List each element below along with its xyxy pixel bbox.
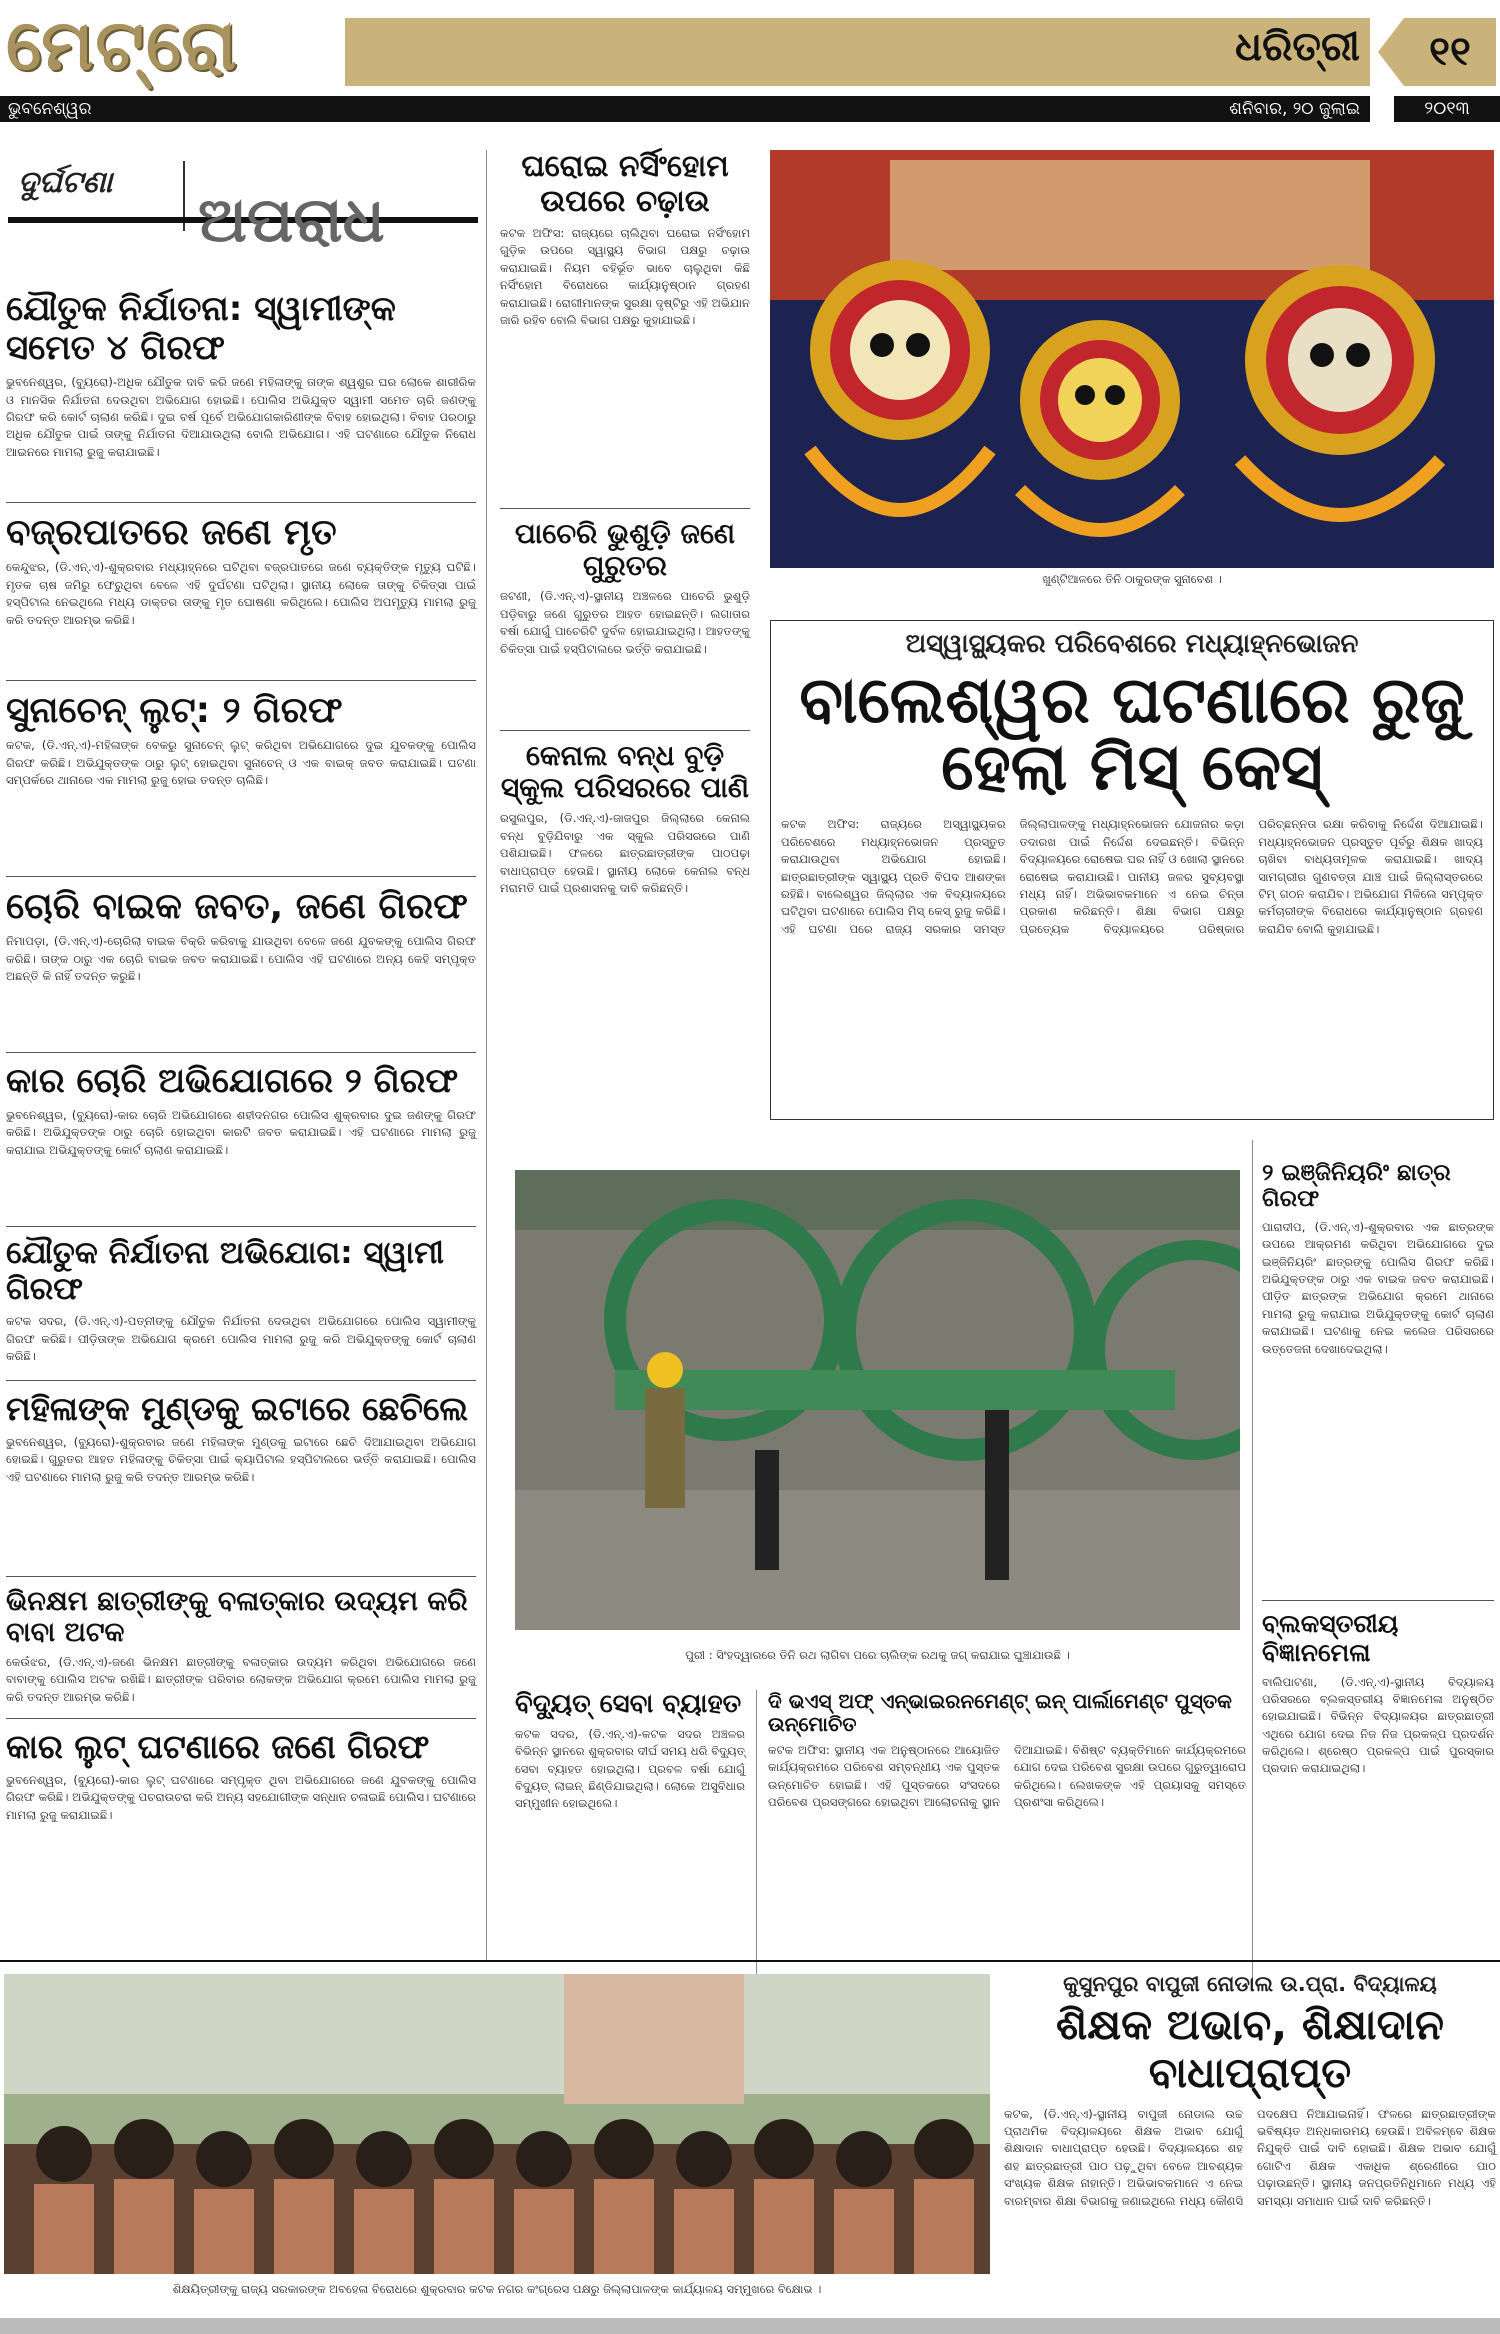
protest-illustration	[4, 1974, 990, 2274]
divider	[6, 1226, 476, 1227]
section-tag-small: ଦୁର୍ଘଟଣା	[18, 165, 113, 200]
column-rule	[1252, 1140, 1253, 1990]
article-body: କଟକ ସଦର, (ଡି.ଏନ୍.ଏ)-ପତ୍ନୀଙ୍କୁ ଯୌତୁକ ନିର୍ଯାତନା ଦେଉଥିବା ଅଭିଯୋଗରେ ପୋଲିସ ସ୍ୱାମୀଙ୍କୁ ଗିରଫ କରିଛି। ପୀଡ଼ିତାଙ୍କ ଅଭିଯୋଗ କ୍ରମେ ପୋଲିସ ମାମଲା ରୁଜୁ କରି ଅଭିଯୁକ୍ତଙ୍କୁ କୋର୍ଟ ଚାଲାଣ କରିଛି।	[6, 1314, 476, 1364]
article-headline: କାର ଚୋରି ଅଭିଯୋଗରେ ୨ ଗିରଫ	[6, 1061, 459, 1101]
page-number-box	[1378, 18, 1496, 86]
rath-photo-caption: ପୁରୀ : ସିଂହଦ୍ୱାରରେ ତିନି ରଥ ଲାଗିବା ପରେ ଚାଲିଙ୍କ ରଥକୁ ଜଗ୍ କରାଯାଇ ଘୁଞ୍ଚାଯାଉଛି ।	[685, 1648, 1070, 1662]
article-body: ବାଲିପାଟଣା, (ଡି.ଏନ୍.ଏ)-ସ୍ଥାନୀୟ ବିଦ୍ୟାଳୟ ପରିସରରେ ବ୍ଲକସ୍ତରୀୟ ବିଜ୍ଞାନମେଳା ଅନୁଷ୍ଠିତ ହୋଇଯାଇଛି। ବିଭିନ୍ନ ବିଦ୍ୟାଳୟର ଛାତ୍ରଛାତ୍ରୀ ଏଥିରେ ଯୋଗ ଦେଇ ନିଜ ନିଜ ପ୍ରକଳ୍ପ ପ୍ରଦର୍ଶନ କରିଥିଲେ। ଶ୍ରେଷ୍ଠ ପ୍ରକଳ୍ପ ପାଇଁ ପୁରସ୍କାର ପ୍ରଦାନ କରାଯାଇଥିଲା।	[1262, 1674, 1494, 1776]
article-canal-flood	[500, 740, 750, 897]
article-teacher-shortage	[1004, 1972, 1496, 2326]
article-headline: ୨ ଇଞ୍ଜିନିୟରିଂ ଛାତ୍ର ଗିରଫ	[1262, 1160, 1451, 1213]
article-brick-attack	[6, 1390, 476, 1486]
article-body: କେନ୍ଦୁଝର, (ଡି.ଏନ୍.ଏ)-ଶୁକ୍ରବାର ମଧ୍ୟାହ୍ନରେ ଘଟିଥିବା ବଜ୍ରପାତରେ ଜଣେ ବ୍ୟକ୍ତିଙ୍କ ମୃତ୍ୟୁ ଘଟିଛି। ମୃତକ ଚାଷ ଜମିରୁ ଫେରୁଥିବା ବେଳେ ଏହି ଦୁର୍ଘଟଣା ଘଟିଥିଲା। ସ୍ଥାନୀୟ ଲୋକେ ତାଙ୍କୁ ଚିକିତ୍ସା ପାଇଁ ହସ୍ପିଟାଲ ନେଇଥିଲେ ମଧ୍ୟ ଡାକ୍ତର ତାଙ୍କୁ ମୃତ ଘୋଷଣା କରିଥିଲେ। ପୋଲିସ ଅପମୃତ୍ୟୁ ମାମଲା ରୁଜୁ କରି ତଦନ୍ତ ଆରମ୍ଭ କରିଛି।	[6, 560, 476, 627]
deities-photo	[770, 150, 1494, 568]
page-number: ୧୧	[1404, 18, 1496, 86]
article-body: ଭୁବନେଶ୍ୱର, (ବ୍ୟୁରୋ)-କାର ଲୁଟ୍ ଘଟଣାରେ ସମ୍ପୃକ୍ତ ଥିବା ଅଭିଯୋଗରେ ଜଣେ ଯୁବକଙ୍କୁ ପୋଲିସ ଗିରଫ କରିଛି। ଅଭିଯୁକ୍ତଙ୍କୁ ପଚରାଉଚରା କରି ଅନ୍ୟ ସହଯୋଗୀଙ୍କ ସନ୍ଧାନ ଚଳାଇଛି ପୋଲିସ। ଘଟଣାରେ ମାମଲା ରୁଜୁ କରାଯାଇଛି।	[6, 1772, 476, 1822]
article-stolen-bike	[6, 886, 476, 986]
section-tag	[8, 155, 478, 275]
divider	[6, 1052, 476, 1053]
page-arrow-icon	[1378, 18, 1404, 86]
rath-illustration	[515, 1170, 1240, 1630]
article-body: ଭୁବନେଶ୍ୱର, (ବ୍ୟୁରୋ)-ଅଧିକ ଯୌତୁକ ଦାବି କରି ଜଣେ ମହିଳାଙ୍କୁ ତାଙ୍କ ଶ୍ୱଶୁର ଘର ଲୋକେ ଶାରୀରିକ ଓ ମାନସିକ ନିର୍ଯାତନା ଦେଉଥିବା ଅଭିଯୋଗ ହୋଇଛି। ପୋଲିସ ଅଭିଯୁକ୍ତ ସ୍ୱାମୀ ସମେତ ଚାରି ଜଣଙ୍କୁ ଗିରଫ କରି କୋର୍ଟ ଚାଲାଣ କରିଛି। ଦୁଇ ବର୍ଷ ପୂର୍ବେ ଅଭିଯୋଗକାରିଣୀଙ୍କ ବିବାହ ହୋଇଥିଲା। ବିବାହ ପରଠାରୁ ଅଧିକ ଯୌତୁକ ପାଇଁ ତାଙ୍କୁ ନିର୍ଯାତନା ଦିଆଯାଉଥିଲା ବୋଲି ଅଭିଯୋଗ। ଏହି ଘଟଣାରେ ଯୌତୁକ ନିରୋଧ ଆଇନରେ ମାମଲା ରୁଜୁ କରାଯାଇଛି।	[6, 375, 476, 459]
column-rule	[486, 150, 487, 1960]
article-headline: ଦି ଭଏସ୍ ଅଫ୍ ଏନ୍ଭାଇରନମେଣ୍ଟ୍ ଇନ୍ ପାର୍ଲାମେଣ୍ଟ ପୁସ୍ତକ ଉନ୍ମୋଚିତ	[768, 1689, 1232, 1736]
article-headline: ବ୍ଲକସ୍ତରୀୟ ବିଜ୍ଞାନମେଳା	[1262, 1609, 1399, 1667]
article-body: ରସୁଲପୁର, (ଡି.ଏନ୍.ଏ)-ଜାଜପୁର ଜିଲ୍ଲାରେ କେନାଲ ବନ୍ଧ ବୁଡ଼ିଯିବାରୁ ଏକ ସ୍କୁଲ ପରିସରରେ ପାଣି ପଶିଯାଇଛି। ଫଳରେ ଛାତ୍ରଛାତ୍ରୀଙ୍କ ପାଠପଢ଼ା ବାଧାପ୍ରାପ୍ତ ହେଉଛି। ସ୍ଥାନୀୟ ଲୋକେ କେନାଲ ବନ୍ଧ ମରାମତି ପାଇଁ ପ୍ରଶାସନକୁ ଦାବି କରିଛନ୍ତି।	[500, 811, 750, 895]
masthead	[0, 0, 1500, 122]
section-name: ଧରିତ୍ରୀ	[1235, 24, 1360, 70]
dateline-year: ୨୦୧୩	[1394, 96, 1500, 122]
article-chain-snatching	[6, 690, 476, 790]
deities-illustration	[770, 150, 1494, 568]
article-nursing-home-raid	[500, 150, 750, 329]
article-baba-detained	[6, 1586, 476, 1706]
article-body: କେଉଁଝର, (ଡି.ଏନ୍.ଏ)-ଜଣେ ଭିନକ୍ଷମ ଛାତ୍ରୀଙ୍କୁ ବଳାତ୍କାର ଉଦ୍ୟମ କରିଥିବା ଅଭିଯୋଗରେ ଜଣେ ବାବାଙ୍କୁ ପୋଲିସ ଅଟକ ରଖିଛି। ଛାତ୍ରୀଙ୍କ ପରିବାର ଲୋକଙ୍କ ଅଭିଯୋଗ କ୍ରମେ ପୋଲିସ ମାମଲା ରୁଜୁ କରି ତଦନ୍ତ ଆରମ୍ଭ କରିଛି।	[6, 1655, 476, 1704]
feature-kicker: ଅସ୍ୱାସ୍ଥ୍ୟକର ପରିବେଶରେ ମଧ୍ୟାହ୍ନଭୋଜନ	[905, 629, 1359, 659]
article-lightning-death	[6, 512, 476, 629]
divider	[6, 1380, 476, 1381]
article-headline: ବିଦ୍ୟୁତ୍ ସେବା ବ୍ୟାହତ	[515, 1689, 742, 1719]
article-body: ଭୁବନେଶ୍ୱର, (ବ୍ୟୁରୋ)-ଶୁକ୍ରବାର ଜଣେ ମହିଳାଙ୍କ ମୁଣ୍ଡକୁ ଇଟାରେ ଛେଚି ଦିଆଯାଇଥିବା ଅଭିଯୋଗ ହୋଇଛି। ଗୁରୁତର ଆହତ ମହିଳାଙ୍କୁ ଚିକିତ୍ସା ପାଇଁ କ୍ୟାପିଟାଲ ହସ୍ପିଟାଲରେ ଭର୍ତ୍ତି କରାଯାଇଛି। ପୋଲିସ ଏହି ଘଟଣାରେ ମାମଲା ରୁଜୁ କରି ତଦନ୍ତ ଆରମ୍ଭ କରିଛି।	[6, 1434, 476, 1484]
section-tag-big: ଅପରାଧ	[198, 183, 385, 256]
article-headline: ଭିନକ୍ଷମ ଛାତ୍ରୀଙ୍କୁ ବଳାତ୍କାର ଉଦ୍ୟମ କରି ବାବା ଅଟକ	[6, 1586, 468, 1649]
article-car-theft	[6, 1062, 476, 1159]
article-kicker: କୁସୁନପୁର ବାପୁଜୀ ନୋଡାଲ ଉ.ପ୍ରା. ବିଦ୍ୟାଳୟ	[1063, 1972, 1437, 1996]
article-engineering-students	[1262, 1160, 1494, 1358]
divider	[6, 680, 476, 681]
article-headline: ମହିଳାଙ୍କ ମୁଣ୍ଡକୁ ଇଟାରେ ଛେଚିଲେ	[6, 1389, 469, 1428]
article-body: ନିମାପଡ଼ା, (ଡି.ଏନ୍.ଏ)-ଚୋରିଲା ବାଇକ ବିକ୍ରି କରିବାକୁ ଯାଉଥିବା ବେଳେ ଜଣେ ଯୁବକଙ୍କୁ ପୋଲିସ ଗିରଫ କରିଛି। ତାଙ୍କ ଠାରୁ ଏକ ଚୋରି ବାଇକ ଜବତ କରାଯାଇଛି। ପୋଲିସ ଏହି ଘଟଣାରେ ଅନ୍ୟ କେହି ସମ୍ପୃକ୍ତ ଅଛନ୍ତି କି ନାହିଁ ତଦନ୍ତ କରୁଛି।	[6, 934, 476, 984]
divider	[6, 502, 476, 503]
section-banner	[345, 18, 1370, 86]
dateline-bar	[0, 96, 1370, 122]
article-headline: ପାଚେରି ଭୁଶୁଡ଼ି ଜଣେ ଗୁରୁତର	[514, 517, 736, 583]
feature-headline: ବାଲେଶ୍ୱର ଘଟଣାରେ ରୁଜୁ ହେଲା ମିସ୍ କେସ୍	[799, 664, 1465, 806]
article-headline: ସୁନାଚେନ୍ ଲୁଟ୍: ୨ ଗିରଫ	[6, 690, 343, 731]
article-headline: ଯୌତୁକ ନିର୍ଯାତନା: ସ୍ୱାମୀଙ୍କ ସମେତ ୪ ଗିରଫ	[6, 289, 396, 369]
divider	[6, 876, 476, 877]
article-wall-collapse	[500, 518, 750, 658]
article-headline: କେନାଲ ବନ୍ଧ ବୁଡ଼ି ସ୍କୁଲ ପରିସରରେ ପାଣି	[500, 739, 750, 805]
article-headline: ଚୋରି ବାଇକ ଜବତ, ଜଣେ ଗିରଫ	[6, 886, 468, 927]
article-body: ଜଟଣୀ, (ଡି.ଏନ୍.ଏ)-ସ୍ଥାନୀୟ ଅଞ୍ଚଳରେ ପାଚେରି ଭୁଶୁଡ଼ି ପଡ଼ିବାରୁ ଜଣେ ଗୁରୁତର ଆହତ ହୋଇଛନ୍ତି। ଲଗାତାର ବର୍ଷା ଯୋଗୁଁ ପାଚେରିଟି ଦୁର୍ବଳ ହୋଇଯାଇଥିଲା। ଆହତଙ୍କୁ ଚିକିତ୍ସା ପାଇଁ ହସ୍ପିଟାଲରେ ଭର୍ତ୍ତି କରାଯାଇଛି।	[500, 589, 750, 656]
article-dowry-husband	[6, 1236, 476, 1365]
article-power-outage	[515, 1690, 745, 1813]
deities-photo-caption: ଖୁଣ୍ଟିଆଳରେ ତିନି ଠାକୁରଙ୍କ ସୁନାବେଶ ।	[1042, 572, 1222, 586]
article-car-loot	[6, 1728, 476, 1824]
feature-body: କଟକ ଅଫିସ: ରାଜ୍ୟରେ ଅସ୍ୱାସ୍ଥ୍ୟକର ପରିବେଶରେ ମଧ୍ୟାହ୍ନଭୋଜନ ପ୍ରସ୍ତୁତ କରାଯାଉଥିବା ଅଭିଯୋଗ ହୋଇଛି। ଛାତ୍ରଛାତ୍ରୀଙ୍କ ସ୍ୱାସ୍ଥ୍ୟ ପ୍ରତି ବିପଦ ଆଶଙ୍କା ରହିଛି। ବାଲେଶ୍ୱର ଜିଲ୍ଲାର ଏକ ବିଦ୍ୟାଳୟରେ ଘଟିଥିବା ଘଟଣାରେ ପୋଲିସ ମିସ୍ କେସ୍ ରୁଜୁ କରିଛି। ଏହି ଘଟଣା ପରେ ରାଜ୍ୟ ସରକାର ସମସ୍ତ ଜିଲ୍ଲାପାଳଙ୍କୁ ମଧ୍ୟାହ୍ନଭୋଜନ ଯୋଜନାର କଡ଼ା ତଦାରଖ ପାଇଁ ନିର୍ଦ୍ଦେଶ ଦେଇଛନ୍ତି। ବିଭିନ୍ନ ବିଦ୍ୟାଳୟରେ ରୋଷେଇ ଘର ନାହିଁ ଓ ଖୋଲା ସ୍ଥାନରେ ରୋଷେଇ କରାଯାଉଛି। ପାନୀୟ ଜଳର ସୁବ୍ୟବସ୍ଥା ମଧ୍ୟ ନାହିଁ। ଅଭିଭାବକମାନେ ଏ ନେଇ ଚିନ୍ତା ପ୍ରକାଶ କରିଛନ୍ତି। ଶିକ୍ଷା ବିଭାଗ ପକ୍ଷରୁ ପ୍ରତ୍ୟେକ ବିଦ୍ୟାଳୟରେ ପରିଷ୍କାର ପରିଚ୍ଛନ୍ନତା ରକ୍ଷା କରିବାକୁ ନିର୍ଦ୍ଦେଶ ଦିଆଯାଇଛି। ମଧ୍ୟାହ୍ନଭୋଜନ ପ୍ରସ୍ତୁତ ପୂର୍ବରୁ ଶିକ୍ଷକ ଖାଦ୍ୟ ଚାଖିବା ବାଧ୍ୟତାମୂଳକ କରାଯାଇଛି। ଖାଦ୍ୟ ସାମଗ୍ରୀର ଗୁଣବତ୍ତା ଯାଞ୍ଚ ପାଇଁ ଜିଲ୍ଲାସ୍ତରରେ ଟିମ୍ ଗଠନ କରାଯିବ। ଅଭିଯୋଗ ମିଳିଲେ ସମ୍ପୃକ୍ତ କର୍ମଚାରୀଙ୍କ ବିରୋଧରେ କାର୍ଯ୍ୟାନୁଷ୍ଠାନ ଗ୍ରହଣ କରାଯିବ ବୋଲି କୁହାଯାଇଛି।	[781, 817, 1483, 936]
article-headline: ଯୌତୁକ ନିର୍ଯାତନା ଅଭିଯୋଗ: ସ୍ୱାମୀ ଗିରଫ	[6, 1235, 445, 1307]
article-headline: ଶିକ୍ଷକ ଅଭାବ, ଶିକ୍ଷାଦାନ ବାଧାପ୍ରାପ୍ତ	[1055, 2000, 1444, 2098]
article-body: କଟକ ସଦର, (ଡି.ଏନ୍.ଏ)-କଟକ ସଦର ଅଞ୍ଚଳର ବିଭିନ୍ନ ସ୍ଥାନରେ ଶୁକ୍ରବାର ଦୀର୍ଘ ସମୟ ଧରି ବିଦ୍ୟୁତ୍ ସେବା ବ୍ୟାହତ ହୋଇଥିଲା। ପ୍ରବଳ ବର୍ଷା ଯୋଗୁଁ ବିଦ୍ୟୁତ୍ ଲାଇନ୍ ଛିଣ୍ଡିଯାଇଥିଲା। ଲୋକେ ଅସୁବିଧାର ସମ୍ମୁଖୀନ ହୋଇଥିଲେ।	[515, 1726, 745, 1811]
dateline-city: ଭୁବନେଶ୍ୱର	[8, 99, 92, 119]
column-rule	[756, 1690, 757, 1980]
footer-bar	[0, 2318, 1500, 2334]
article-book-release	[768, 1690, 1246, 1812]
rath-photo	[515, 1170, 1240, 1630]
article-body: ଭୁବନେଶ୍ୱର, (ବ୍ୟୁରୋ)-କାର ଚୋରି ଅଭିଯୋଗରେ ଶହୀଦନଗର ପୋଲିସ ଶୁକ୍ରବାର ଦୁଇ ଜଣଙ୍କୁ ଗିରଫ କରିଛି। ଅଭିଯୁକ୍ତଙ୍କ ଠାରୁ ଚୋରି ହୋଇଥିବା କାରଟି ଜବତ କରାଯାଇଛି। ଏହି ଘଟଣାରେ ମାମଲା ରୁଜୁ କରାଯାଇ ଅଭିଯୁକ୍ତଙ୍କୁ କୋର୍ଟ ଚାଲାଣ କରାଯାଇଛି।	[6, 1108, 476, 1157]
section-divider	[0, 1960, 1500, 1962]
divider	[500, 508, 750, 509]
dateline-date: ଶନିବାର, ୨୦ ଜୁଲାଇ	[1229, 99, 1360, 119]
article-headline: କାର ଲୁଟ୍ ଘଟଣାରେ ଜଣେ ଗିରଫ	[6, 1727, 430, 1766]
article-body: କଟକ ଅଫିସ: ରାଜ୍ୟରେ ଚାଲିଥିବା ଘରୋଇ ନର୍ସିଂହୋମ ଗୁଡ଼ିକ ଉପରେ ସ୍ୱାସ୍ଥ୍ୟ ବିଭାଗ ପକ୍ଷରୁ ଚଢ଼ାଉ କରାଯାଇଛି। ନିୟମ ବହିର୍ଭୂତ ଭାବେ ଚାଲୁଥିବା କିଛି ନର୍ସିଂହୋମ ବିରୋଧରେ କାର୍ଯ୍ୟାନୁଷ୍ଠାନ ଗ୍ରହଣ କରାଯାଇଛି। ରୋଗୀମାନଙ୍କ ସୁରକ୍ଷା ଦୃଷ୍ଟିରୁ ଏହି ଅଭିଯାନ ଜାରି ରହିବ ବୋଲି ବିଭାଗ ପକ୍ଷରୁ କୁହାଯାଇଛି।	[500, 226, 750, 327]
article-science-fair	[1262, 1610, 1494, 1778]
feature-midday-meal	[770, 620, 1494, 1120]
article-body: ପାରାଦୀପ, (ଡି.ଏନ୍.ଏ)-ଶୁକ୍ରବାର ଏକ ଛାତ୍ରଙ୍କ ଉପରେ ଆକ୍ରମଣ କରିଥିବା ଅଭିଯୋଗରେ ଦୁଇ ଇଞ୍ଜିନିୟରିଂ ଛାତ୍ରଙ୍କୁ ପୋଲିସ ଗିରଫ କରିଛି। ଅଭିଯୁକ୍ତଙ୍କ ଠାରୁ ଏକ ବାଇକ ଜବତ କରାଯାଇଛି। ପୀଡ଼ିତ ଛାତ୍ରଙ୍କ ଅଭିଯୋଗ କ୍ରମେ ଥାନାରେ ମାମଲା ରୁଜୁ କରାଯାଇ ଅଭିଯୁକ୍ତଙ୍କୁ କୋର୍ଟ ଚାଲାଣ କରାଯାଇଛି। ଘଟଣାକୁ ନେଇ କଲେଜ ପରିସରରେ ଉତ୍ତେଜନା ଦେଖାଦେଇଥିଲା।	[1262, 1219, 1494, 1356]
article-body: କଟକ ଅଫିସ: ସ୍ଥାନୀୟ ଏକ ଅନୁଷ୍ଠାନରେ ଆୟୋଜିତ କାର୍ଯ୍ୟକ୍ରମରେ ପରିବେଶ ସମ୍ବନ୍ଧୀୟ ଏକ ପୁସ୍ତକ ଉନ୍ମୋଚିତ ହୋଇଛି। ଏହି ପୁସ୍ତକରେ ସଂସଦରେ ପରିବେଶ ପ୍ରସଙ୍ଗରେ ହୋଇଥିବା ଆଲୋଚନାକୁ ସ୍ଥାନ ଦିଆଯାଇଛି। ବିଶିଷ୍ଟ ବ୍ୟକ୍ତିମାନେ କାର୍ଯ୍ୟକ୍ରମରେ ଯୋଗ ଦେଇ ପରିବେଶ ସୁରକ୍ଷା ଉପରେ ଗୁରୁତ୍ୱାରୋପ କରିଥିଲେ। ଲେଖକଙ୍କ ଏହି ପ୍ରୟାସକୁ ସମସ୍ତେ ପ୍ରଶଂସା କରିଥିଲେ।	[768, 1743, 1246, 1810]
newspaper-logo: ମେଟ୍ରୋ	[6, 3, 239, 86]
article-body: କଟକ, (ଡି.ଏନ୍.ଏ)-ମହିଳାଙ୍କ ବେକରୁ ସୁନାଚେନ୍ ଲୁଟ୍ କରିଥିବା ଅଭିଯୋଗରେ ଦୁଇ ଯୁବକଙ୍କୁ ପୋଲିସ ଗିରଫ କରିଛି। ଅଭିଯୁକ୍ତଙ୍କ ଠାରୁ ଲୁଟ୍ ହୋଇଥିବା ସୁନାଚେନ୍ ଓ ଏକ ବାଇକ୍ ଜବତ କରାଯାଇଛି। ଘଟଣା ସମ୍ପର୍କରେ ଥାନାରେ ଏକ ମାମଲା ରୁଜୁ ହୋଇ ତଦନ୍ତ ଚାଲିଛି।	[6, 738, 476, 788]
divider	[6, 1576, 476, 1577]
divider	[6, 1718, 476, 1719]
protest-photo-caption: ଶିକ୍ଷୟିତ୍ରୀଙ୍କୁ ରାଜ୍ୟ ସରକାରଙ୍କ ଅବହେଳା ବିରୋଧରେ ଶୁକ୍ରବାର କଟକ ନଗର କଂଗ୍ରେସ ପକ୍ଷରୁ ଜିଲ୍ଲାପାଳଙ୍କ କାର୍ଯ୍ୟାଳୟ ସମ୍ମୁଖରେ ବିକ୍ଷୋଭ ।	[172, 2282, 822, 2296]
article-body: କଟକ, (ଡି.ଏନ୍.ଏ)-ସ୍ଥାନୀୟ ବାପୁଜୀ ନୋଡାଲ ଉଚ୍ଚ ପ୍ରାଥମିକ ବିଦ୍ୟାଳୟରେ ଶିକ୍ଷକ ଅଭାବ ଯୋଗୁଁ ଶିକ୍ଷାଦାନ ବାଧାପ୍ରାପ୍ତ ହେଉଛି। ବିଦ୍ୟାଳୟରେ ଶହ ଶହ ଛାତ୍ରଛାତ୍ରୀ ପାଠ ପଢ଼ୁଥିବା ବେଳେ ଆବଶ୍ୟକ ସଂଖ୍ୟକ ଶିକ୍ଷକ ନାହାନ୍ତି। ଅଭିଭାବକମାନେ ଏ ନେଇ ବାରମ୍ବାର ଶିକ୍ଷା ବିଭାଗକୁ ଜଣାଇଥିଲେ ମଧ୍ୟ କୌଣସି ପଦକ୍ଷେପ ନିଆଯାଇନାହିଁ। ଫଳରେ ଛାତ୍ରଛାତ୍ରୀଙ୍କ ଭବିଷ୍ୟତ ଅନ୍ଧକାରମୟ ହେଉଛି। ଅବିଳମ୍ବେ ଶିକ୍ଷକ ନିଯୁକ୍ତି ପାଇଁ ଦାବି ହୋଇଛି। ଶିକ୍ଷକ ଅଭାବ ଯୋଗୁଁ ଗୋଟିଏ ଶିକ୍ଷକ ଏକାଧିକ ଶ୍ରେଣୀରେ ପାଠ ପଢ଼ାଉଛନ୍ତି। ସ୍ଥାନୀୟ ଜନପ୍ରତିନିଧିମାନେ ମଧ୍ୟ ଏହି ସମସ୍ୟା ସମାଧାନ ପାଇଁ ଦାବି କରିଛନ୍ତି।	[1004, 2106, 1496, 2208]
divider	[500, 730, 750, 731]
article-headline: ଘରୋଇ ନର୍ସିଂହୋମ ଉପରେ ଚଢ଼ାଉ	[521, 149, 729, 219]
divider	[1262, 1600, 1494, 1601]
protest-photo	[4, 1974, 990, 2274]
article-headline: ବଜ୍ରପାତରେ ଜଣେ ମୃତ	[6, 512, 337, 553]
article-dowry-four-arrested	[6, 290, 476, 461]
